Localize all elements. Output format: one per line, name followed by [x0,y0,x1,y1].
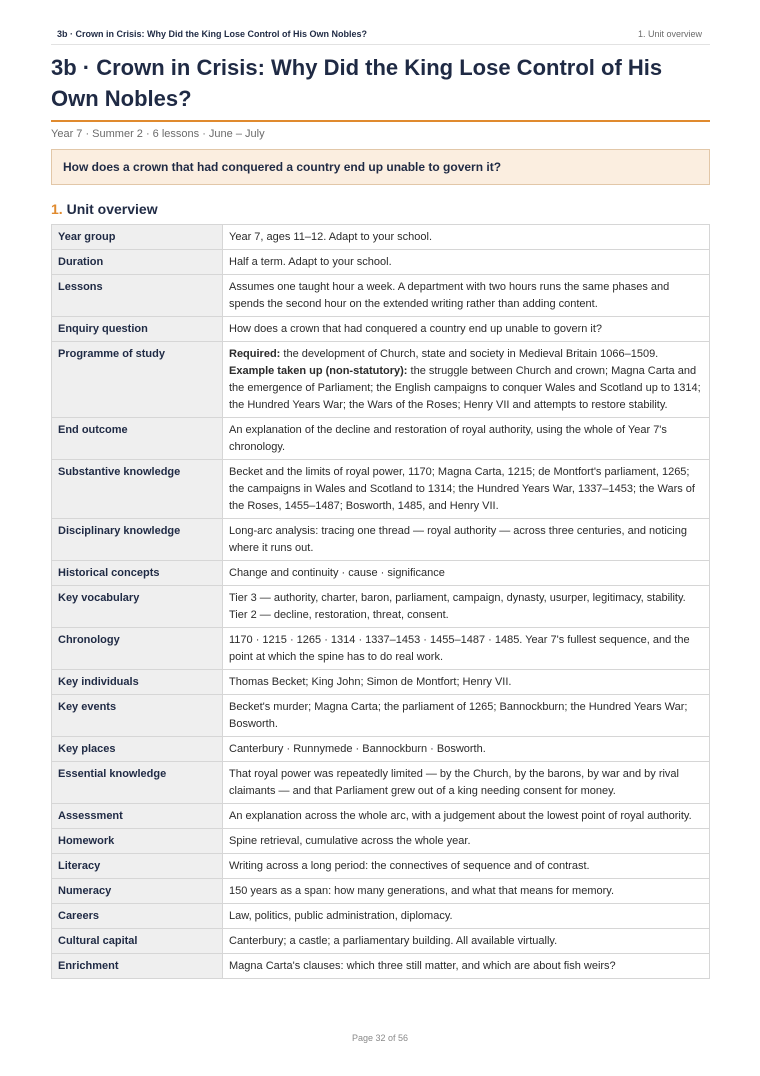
required-text: the development of Church, state and society in Medieval Britain 1066–1509. [280,348,659,360]
row-label: End outcome [52,418,223,460]
row-value: Writing across a long period: the connectives of sequence and of contrast. [223,854,710,879]
row-value: Spine retrieval, cumulative across the whole year. [223,829,710,854]
row-value: Becket and the limits of royal power, 1170; Magna Carta, 1215; de Montfort's parliament, 1265; the campaigns in Wales and Scotland to 1314; the Hundred Years War, 1337–1453; the Wars of the Roses, 1455–1487; Bosworth, 1485, and Henry VII. [223,460,710,519]
table-row [52,695,710,737]
table-row [52,879,710,904]
row-value: Long-arc analysis: tracing one thread — royal authority — across three centuries, and noticing where it runs out. [223,519,710,561]
enquiry-callout-text: How does a crown that had conquered a country end up unable to govern it? [63,160,502,174]
row-value: Canterbury; a castle; a parliamentary building. All available virtually. [223,929,710,954]
row-value [223,342,710,418]
row-value: How does a crown that had conquered a country end up unable to govern it? [223,317,710,342]
required-label: Required: [229,348,281,360]
table-row [52,954,710,979]
row-label: Assessment [52,804,223,829]
example-label: Example taken up (non-statutory): [229,365,408,377]
row-label: Chronology [52,628,223,670]
table-row [52,225,710,250]
row-label: Year group [52,225,223,250]
table-row [52,929,710,954]
title-divider [51,120,710,122]
table-row [52,275,710,317]
table-row [52,737,710,762]
row-value: Becket's murder; Magna Carta; the parliament of 1265; Bannockburn; the Hundred Years War; Bosworth. [223,695,710,737]
running-header-section: 1. Unit overview [637,29,702,39]
row-value: Half a term. Adapt to your school. [223,250,710,275]
unit-meta: Year 7 · Summer 2 · 6 lessons · June – July [51,128,265,140]
table-row [52,418,710,460]
row-label: Duration [52,250,223,275]
row-value: 150 years as a span: how many generations, and what that means for memory. [223,879,710,904]
row-label: Cultural capital [52,929,223,954]
row-label: Substantive knowledge [52,460,223,519]
row-value: An explanation of the decline and restoration of royal authority, using the whole of Year 7's chronology. [223,418,710,460]
table-row [52,628,710,670]
row-label: Key events [52,695,223,737]
programme-example [229,363,703,414]
table-row [52,670,710,695]
table-row [52,342,710,418]
programme-required [229,346,703,363]
section-number: 1. [51,201,63,217]
table-row [52,762,710,804]
page-title: 3b · Crown in Crisis: Why Did the King Lose Control of His Own Nobles? [51,55,663,111]
table-row [52,561,710,586]
table-row [52,460,710,519]
row-label: Numeracy [52,879,223,904]
enquiry-callout [51,149,710,185]
row-label: Enquiry question [52,317,223,342]
table-row [52,317,710,342]
row-label: Key places [52,737,223,762]
row-value: That royal power was repeatedly limited — by the Church, by the barons, by war and by rival claimants — and that Parliament grew out of a king needing consent for money. [223,762,710,804]
row-label: Disciplinary knowledge [52,519,223,561]
row-value: Assumes one taught hour a week. A department with two hours runs the same phases and spends the second hour on the extended writing rather than adding content. [223,275,710,317]
row-label: Historical concepts [52,561,223,586]
row-value: Thomas Becket; King John; Simon de Montfort; Henry VII. [223,670,710,695]
table-row [52,904,710,929]
row-label: Key vocabulary [52,586,223,628]
table-row [52,854,710,879]
table-row [52,586,710,628]
table-row [52,804,710,829]
row-label: Key individuals [52,670,223,695]
table-row [52,829,710,854]
row-label: Lessons [52,275,223,317]
row-label: Homework [52,829,223,854]
row-label: Literacy [52,854,223,879]
row-label: Enrichment [52,954,223,979]
row-value: Canterbury · Runnymede · Bannockburn · Bosworth. [223,737,710,762]
row-value: 1170 · 1215 · 1265 · 1314 · 1337–1453 · 1455–1487 · 1485. Year 7's fullest sequence, and the point at which the spine has to do real work. [223,628,710,670]
row-value: Change and continuity · cause · significance [223,561,710,586]
unit-overview-table [51,224,710,979]
example-text: the struggle between Church and crown; Magna Carta and the emergence of Parliament; the English campaigns to conquer Wales and Scotland up to 1314; the Hundred Years War; the Wars of the Roses; Henry VII and attempts to restore stability. [229,365,701,411]
page-number: Page 32 of 56 [351,1033,409,1043]
row-label: Programme of study [52,342,223,418]
row-value: Tier 3 — authority, charter, baron, parliament, campaign, dynasty, usurper, legitimacy, stability. Tier 2 — decline, restoration, threat, consent. [223,586,710,628]
running-header [51,28,710,45]
row-value: An explanation across the whole arc, with a judgement about the lowest point of royal authority. [223,804,710,829]
row-value: Year 7, ages 11–12. Adapt to your school. [223,225,710,250]
section-title: Unit overview [66,201,158,217]
row-label: Essential knowledge [52,762,223,804]
section-heading [51,201,158,217]
row-value: Law, politics, public administration, diplomacy. [223,904,710,929]
row-label: Careers [52,904,223,929]
running-header-title: 3b · Crown in Crisis: Why Did the King Lose Control of His Own Nobles? [57,29,368,39]
row-value: Magna Carta's clauses: which three still matter, and which are about fish weirs? [223,954,710,979]
table-row [52,519,710,561]
table-row [52,250,710,275]
